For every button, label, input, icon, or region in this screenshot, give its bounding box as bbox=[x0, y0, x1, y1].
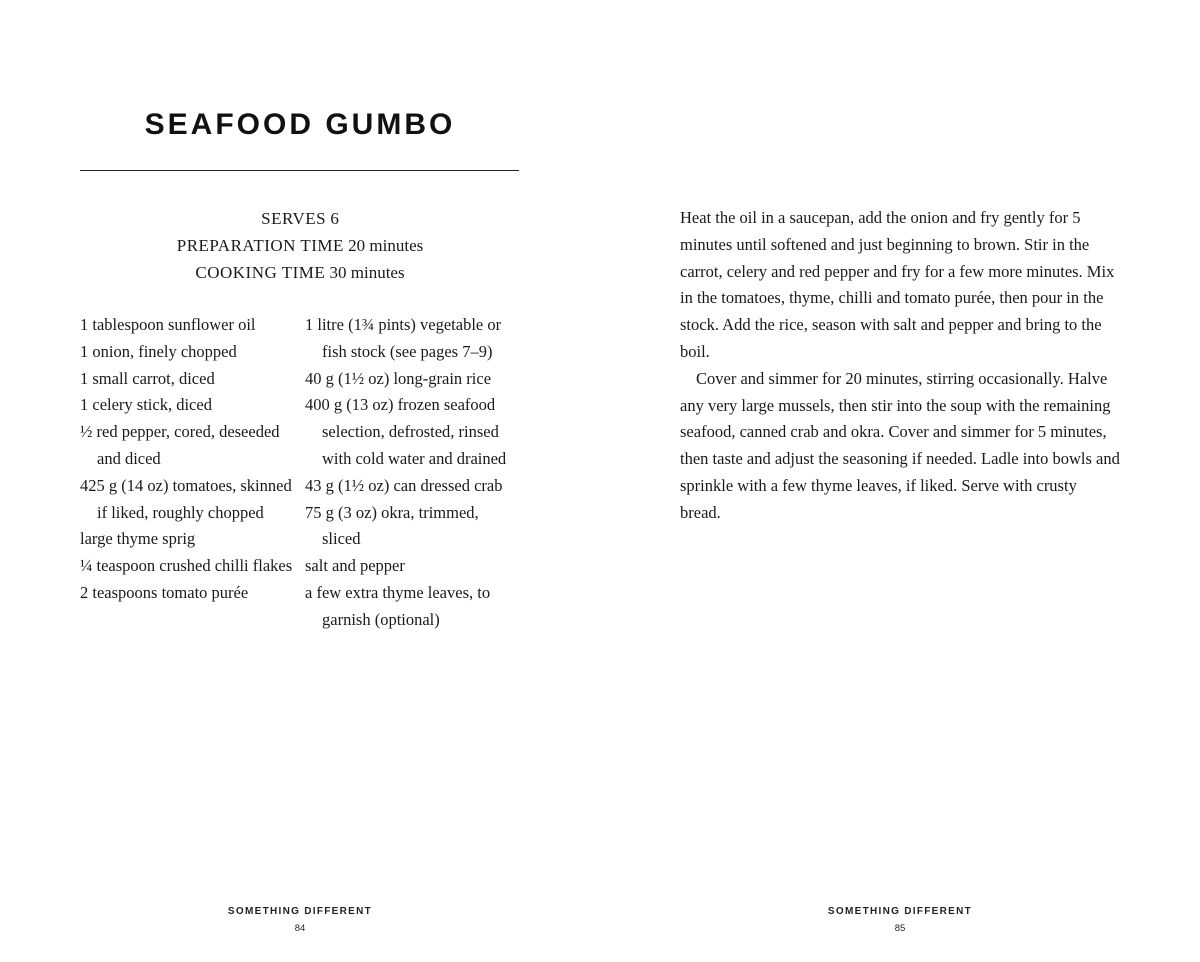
prep-time-value: 20 minutes bbox=[348, 236, 424, 255]
right-page-footer bbox=[600, 906, 1200, 934]
ingredient-item: 40 g (1½ oz) long-grain rice bbox=[305, 368, 492, 388]
title-rule bbox=[80, 170, 519, 171]
ingredient-item: 1 celery stick, diced bbox=[80, 395, 212, 415]
cook-time-label: COOKING TIME bbox=[195, 263, 326, 282]
ingredient-item: 400 g (13 oz) frozen seafood selection, defrosted, rinsed with cold water and drained bbox=[305, 395, 507, 468]
serves-label: SERVES bbox=[261, 209, 327, 228]
ingredient-item: salt and pepper bbox=[305, 556, 405, 576]
right-page bbox=[600, 0, 1200, 962]
recipe-title: SEAFOOD GUMBO bbox=[144, 108, 456, 141]
running-head: SOMETHING DIFFERENT bbox=[227, 906, 373, 917]
ingredient-item: 1 onion, finely chopped bbox=[80, 341, 237, 361]
ingredient-item: ¼ teaspoon crushed chilli flakes bbox=[80, 556, 293, 576]
ingredient-item: ½ red pepper, cored, deseeded and diced bbox=[80, 422, 280, 468]
page-number: 85 bbox=[894, 923, 906, 934]
prep-time-label: PREPARATION TIME bbox=[176, 236, 344, 255]
ingredient-item: 1 small carrot, diced bbox=[80, 368, 215, 388]
ingredient-item: 2 teaspoons tomato purée bbox=[80, 582, 249, 602]
recipe-meta bbox=[80, 205, 520, 286]
ingredient-item: 75 g (3 oz) okra, trimmed, sliced bbox=[305, 502, 479, 549]
ingredient-item: 1 tablespoon sunflower oil bbox=[80, 315, 256, 334]
prep-time-line bbox=[80, 232, 520, 259]
ingredient-item: a few extra thyme leaves, to garnish (optional) bbox=[305, 582, 491, 629]
method-paragraph: Cover and simmer for 20 minutes, stirring occasionally. Halve any very large mussels, then stir into the soup with the remaining seafood, canned crab and okra. Cover and simmer for 5 minutes, then taste and adjust the seasoning if needed. Ladle into bowls and sprinkle with a few thyme leaves, if liked. Serve with crusty bread. bbox=[680, 368, 1120, 522]
ingredient-item: 1 litre (1¾ pints) vegetable or fish stock (see pages 7–9) bbox=[305, 315, 502, 361]
serves-value: 6 bbox=[330, 209, 339, 228]
method-text bbox=[680, 205, 1120, 527]
ingredient-item: 43 g (1½ oz) can dressed crab bbox=[305, 475, 503, 495]
ingredient-item: 425 g (14 oz) tomatoes, skinned if liked, roughly chopped bbox=[80, 475, 292, 522]
running-head: SOMETHING DIFFERENT bbox=[827, 906, 973, 917]
cook-time-line bbox=[80, 259, 520, 286]
method-paragraph: Heat the oil in a saucepan, add the onion and fry gently for 5 minutes until softened and just beginning to brown. Stir in the carrot, celery and red pepper and fry for a few more minutes. Mix in the tomatoes, thyme, chilli and tomato purée, then pour in the stock. Add the rice, season with salt and pepper and bring to the boil. bbox=[680, 208, 1115, 361]
ingredient-item: large thyme sprig bbox=[80, 529, 196, 549]
left-page-footer bbox=[0, 906, 600, 934]
cook-time-value: 30 minutes bbox=[329, 263, 405, 282]
serves-line bbox=[80, 205, 520, 232]
ingredients-column-2 bbox=[305, 312, 520, 634]
page-number: 84 bbox=[294, 923, 306, 934]
ingredients-column-1 bbox=[80, 312, 302, 607]
